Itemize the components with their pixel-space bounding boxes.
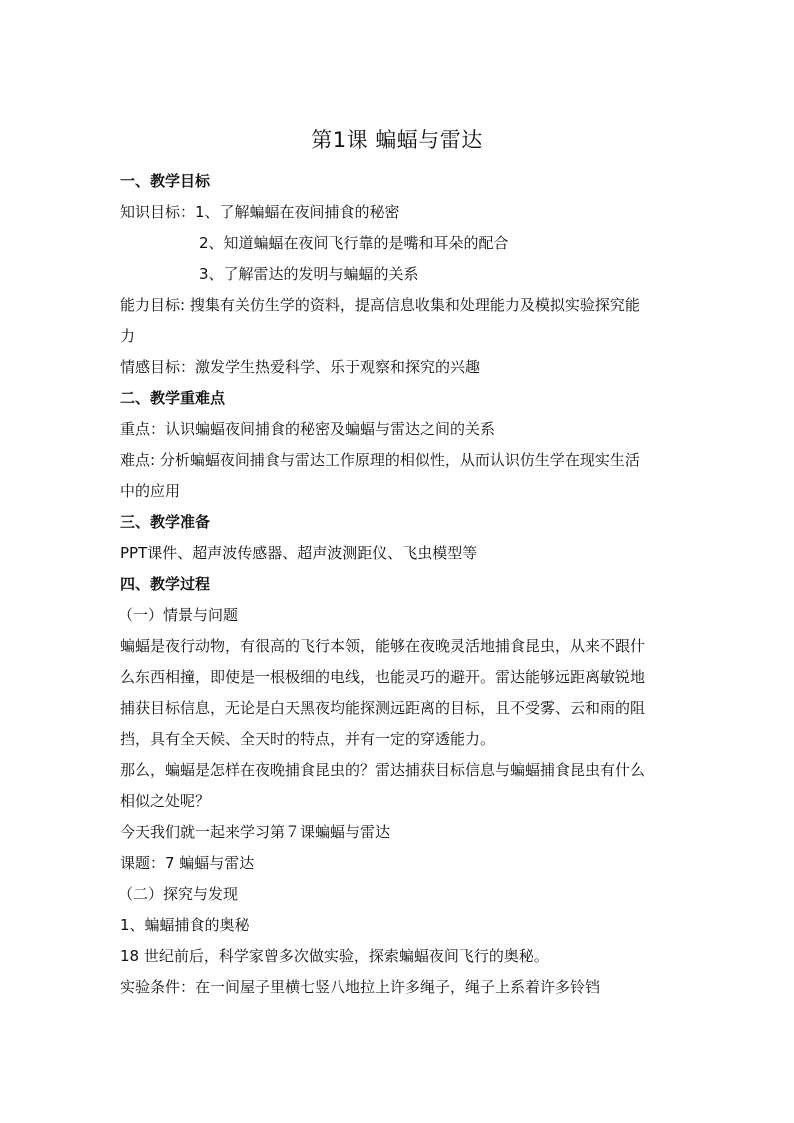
subsection-scenario: （一）情景与问题 [118, 606, 239, 624]
ability-goal-line-1: 能力目标: 搜集有关仿生学的资料，提高信息收集和处理能力及模拟实验探究能 [120, 296, 640, 314]
lesson-topic: 课题：7 蝙蝠与雷达 [120, 854, 255, 872]
question-line-1: 那么，蝙蝠是怎样在夜晚捕食昆虫的？雷达捕获目标信息与蝙蝠捕食昆虫有什么 [120, 761, 646, 779]
difficulty-line-1: 难点: 分析蝙蝠夜间捕食与雷达工作原理的相似性，从而认识仿生学在现实生活 [120, 451, 640, 469]
subsection-explore: （二）探究与发现 [118, 885, 239, 903]
preparation-materials: PPT课件、超声波传感器、超声波测距仪、飞虫模型等 [120, 544, 478, 562]
key-point: 重点：认识蝙蝠夜间捕食的秘密及蝙蝠与雷达之间的关系 [120, 420, 496, 438]
experiment-conditions: 实验条件：在一间屋子里横七竖八地拉上许多绳子，绳子上系着许多铃铛 [120, 978, 601, 996]
section-heading-objectives: 一、教学目标 [120, 172, 211, 190]
knowledge-goal-1: 知识目标：1、了解蝙蝠在夜间捕食的秘密 [120, 203, 400, 221]
knowledge-goal-3: 3、了解雷达的发明与蝙蝠的关系 [199, 265, 419, 283]
section-heading-preparation: 三、教学准备 [120, 513, 211, 531]
page-title: 第1课 蝙蝠与雷达 [311, 128, 483, 152]
question-line-2: 相似之处呢？ [120, 792, 211, 810]
ability-goal-line-2: 力 [120, 327, 136, 345]
intro-line: 今天我们就一起来学习第７课蝙蝠与雷达 [120, 823, 391, 841]
explore-heading: 1、蝙蝠捕食的奥秘 [120, 916, 250, 934]
paragraph-line: 么东西相撞，即使是一根极细的电线，也能灵巧的避开。雷达能够远距离敏锐地 [120, 668, 646, 686]
emotion-goal: 情感目标：激发学生热爱科学、乐于观察和探究的兴趣 [120, 358, 481, 376]
difficulty-line-2: 中的应用 [120, 482, 181, 500]
paragraph-line: 挡，具有全天候、全天时的特点，并有一定的穿透能力。 [120, 730, 496, 748]
section-heading-process: 四、教学过程 [120, 575, 211, 593]
section-heading-key-points: 二、教学重难点 [120, 389, 226, 407]
history-line: 18 世纪前后，科学家曾多次做实验，探索蝙蝠夜间飞行的奥秘。 [120, 947, 549, 965]
paragraph-line: 捕获目标信息，无论是白天黑夜均能探测远距离的目标，且不受雾、云和雨的阻 [120, 699, 646, 717]
paragraph-line: 蝙蝠是夜行动物，有很高的飞行本领，能够在夜晚灵活地捕食昆虫，从来不跟什 [120, 637, 646, 655]
knowledge-goal-2: 2、知道蝙蝠在夜间飞行靠的是嘴和耳朵的配合 [199, 234, 509, 252]
